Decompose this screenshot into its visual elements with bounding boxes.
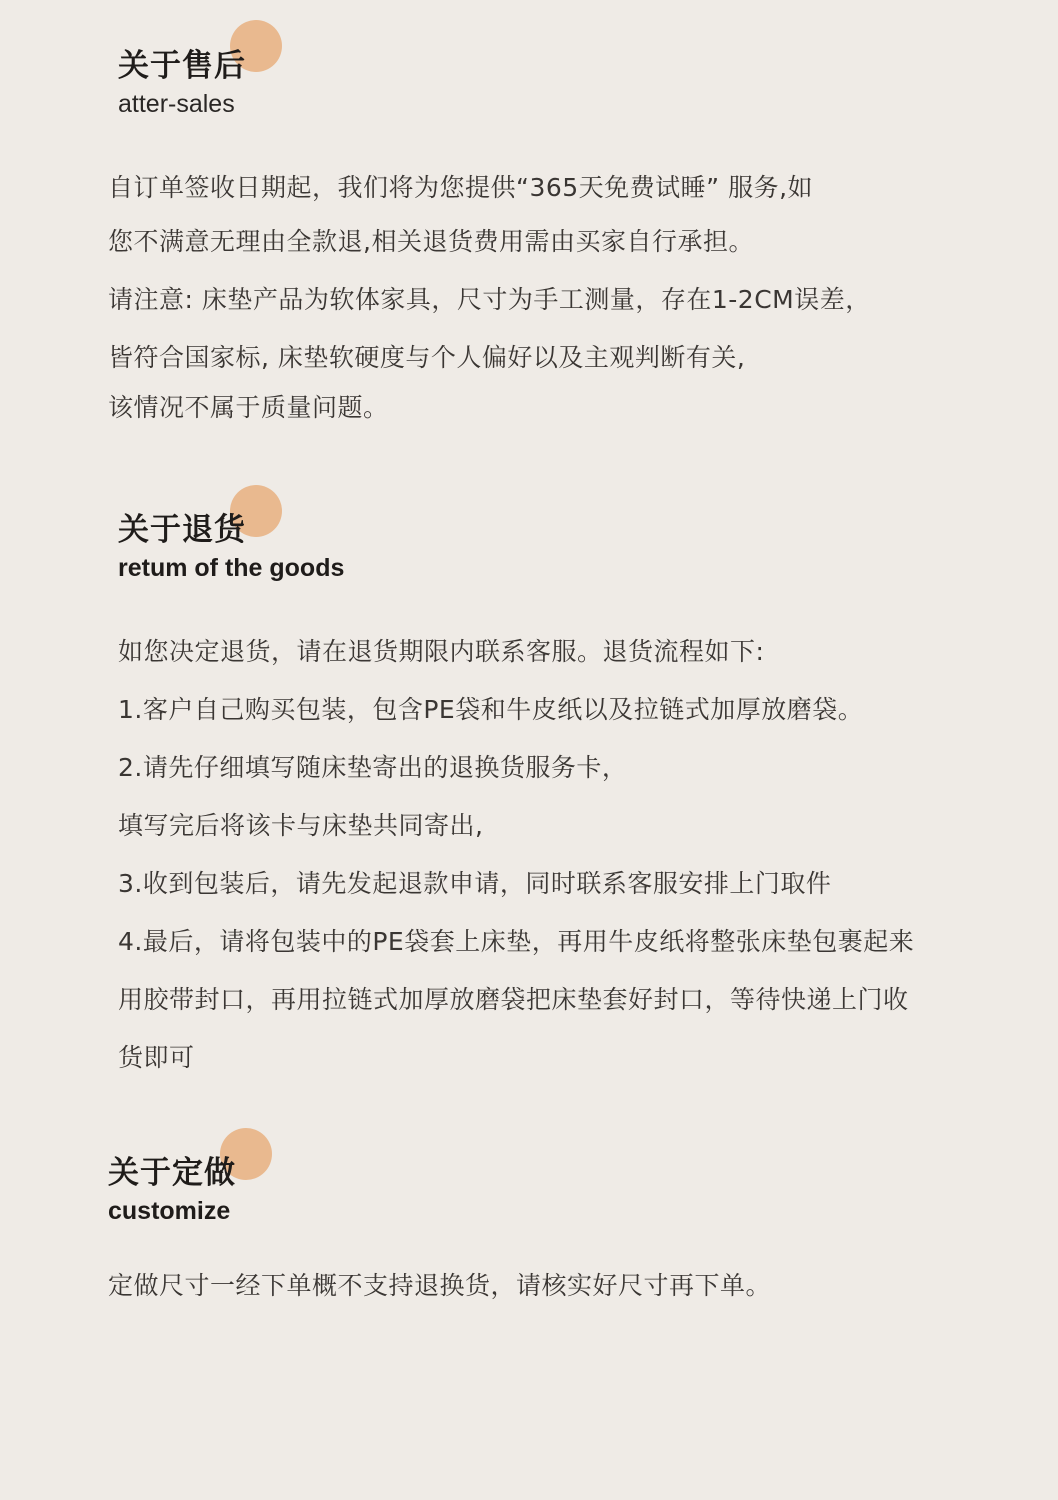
paragraph-line: 3.收到包装后，请先发起退款申请，同时联系客服安排上门取件: [118, 869, 832, 898]
section-title-zh: 关于定做: [108, 1155, 236, 1191]
section-title-zh: 关于退货: [118, 512, 246, 548]
section-title-en: atter-sales: [118, 90, 235, 118]
paragraph-line: 皆符合国家标, 床垫软硬度与个人偏好以及主观判断有关,: [108, 343, 746, 372]
paragraph-line: 您不满意无理由全款退,相关退货费用需由买家自行承担。: [108, 227, 754, 256]
paragraph-line: 2.请先仔细填写随床垫寄出的退换货服务卡，: [118, 753, 628, 782]
paragraph-line: 4.最后，请将包装中的PE袋套上床垫，再用牛皮纸将整张床垫包裹起来: [118, 927, 915, 956]
section-title-en: customize: [108, 1197, 231, 1225]
paragraph-line: 货即可: [118, 1043, 195, 1072]
section-title-zh: 关于售后: [118, 48, 246, 84]
section-title-en: retum of the goods: [118, 554, 345, 582]
paragraph-line: 填写完后将该卡与床垫共同寄出,: [118, 811, 484, 840]
paragraph-line: 该情况不属于质量问题。: [108, 393, 389, 422]
paragraph-line: 1.客户自己购买包装，包含PE袋和牛皮纸以及拉链式加厚放磨袋。: [118, 695, 864, 724]
paragraph-line: 请注意: 床垫产品为软体家具，尺寸为手工测量，存在1-2CM误差，: [108, 285, 871, 314]
paragraph-line: 自订单签收日期起，我们将为您提供“365天免费试睡” 服务,如: [108, 173, 814, 202]
paragraph-line: 定做尺寸一经下单概不支持退换货，请核实好尺寸再下单。: [108, 1271, 772, 1300]
paragraph-line: 如您决定退货，请在退货期限内联系客服。退货流程如下:: [118, 637, 765, 666]
paragraph-line: 用胶带封口，再用拉链式加厚放磨袋把床垫套好封口，等待快递上门收: [118, 985, 909, 1014]
